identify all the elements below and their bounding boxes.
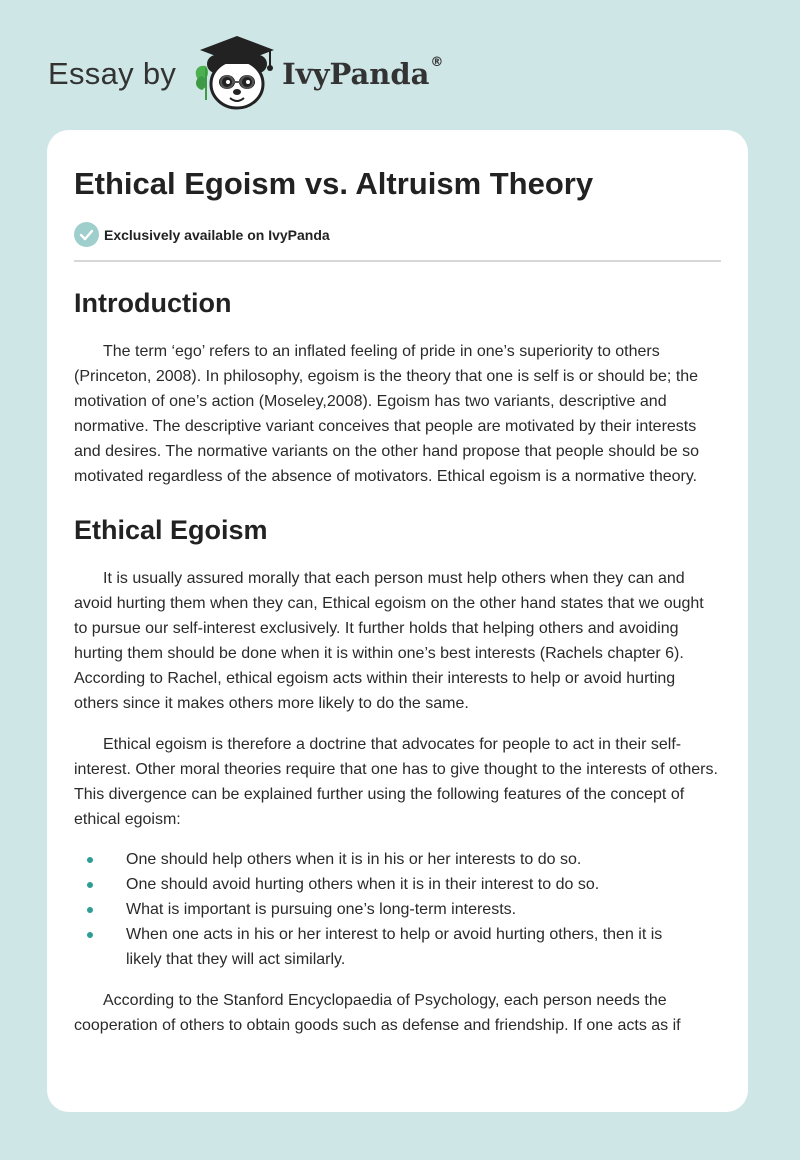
panda-graduation-cap-icon bbox=[190, 30, 278, 118]
list-item-text: One should help others when it is in his or her interests to do so. bbox=[126, 851, 582, 868]
registered-mark: ® bbox=[430, 55, 444, 70]
paragraph: According to the Stanford Encyclopaedia of Psychology, each person needs the cooperation of others to obtain goods such as defense and friendship. If one acts as if bbox=[74, 992, 681, 1034]
paragraph: It is usually assured morally that each person must help others when they can and avoid hurting them when they can, Ethical egoism on the other hand states that we ought to pursue our self-interest exclusively. It further holds that helping others and avoiding hurting them should be done when it is within one’s best interests (Rachels chapter 6). According to Rachel, ethical egoism acts within their interests to help or avoid hurting others since it makes others more likely to do the same. bbox=[74, 570, 704, 712]
section-heading-ethical-egoism: Ethical Egoism bbox=[74, 515, 268, 545]
list-item-text: What is important is pursuing one’s long-term interests. bbox=[126, 901, 517, 918]
list-item-text: One should avoid hurting others when it is in their interest to do so. bbox=[126, 876, 600, 893]
essay-by-label: Essay by bbox=[48, 56, 177, 91]
feature-list bbox=[74, 847, 721, 972]
list-item bbox=[74, 847, 721, 872]
exclusive-badge bbox=[74, 222, 721, 262]
list-item bbox=[74, 897, 721, 922]
check-circle-icon bbox=[74, 222, 99, 247]
site-header bbox=[48, 28, 443, 120]
page-title: Ethical Egoism vs. Altruism Theory bbox=[74, 166, 594, 201]
exclusive-label: Exclusively available on IvyPanda bbox=[104, 226, 330, 243]
bullet-icon bbox=[87, 882, 93, 888]
paragraph: The term ‘ego’ refers to an inflated feeling of pride in one’s superiority to others (Princeton, 2008). In philosophy, egoism is the theory that one is self is or should be; the motivation of one’s action (Moseley,2008). Egoism has two variants, descriptive and normative. The descriptive variant conceives that people are motivated by their interests and desires. The normative variants on the other hand propose that people should be so motivated regardless of the absence of motivators. Ethical egoism is a normative theory. bbox=[74, 343, 700, 485]
bullet-icon bbox=[87, 932, 93, 938]
section-heading-introduction: Introduction bbox=[74, 288, 232, 318]
bullet-icon bbox=[87, 857, 93, 863]
list-item-text: When one acts in his or her interest to help or avoid hurting others, then it is likely that they will act similarly. bbox=[126, 926, 663, 968]
list-item bbox=[74, 872, 721, 897]
essay-content bbox=[47, 130, 748, 1038]
brand-name-text: IvyPanda bbox=[282, 57, 430, 91]
bullet-icon bbox=[87, 907, 93, 913]
essay-card bbox=[47, 130, 748, 1112]
paragraph: Ethical egoism is therefore a doctrine that advocates for people to act in their self-interest. Other moral theories require that one has to give thought to the interests of others. This divergence can be explained further using the following features of the concept of ethical egoism: bbox=[74, 736, 718, 828]
list-item bbox=[74, 922, 721, 972]
brand-name bbox=[282, 57, 443, 91]
